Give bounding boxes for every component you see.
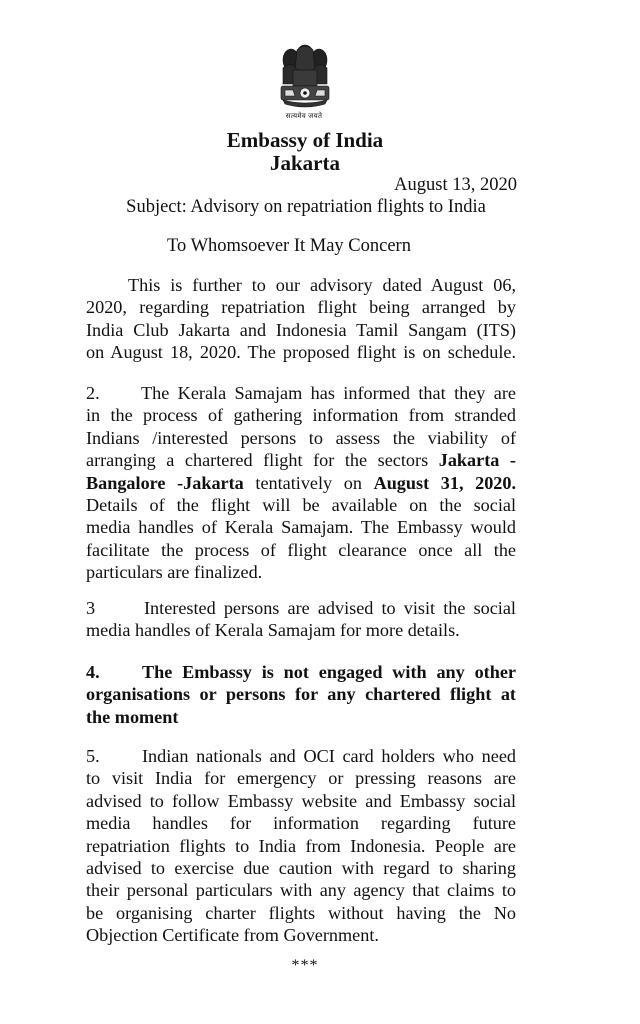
subject-line: Subject: Advisory on repatriation flights to India: [126, 197, 486, 217]
paragraph-line: their personal particulars with any agency that claims to: [86, 880, 516, 901]
paragraph-text: tentatively on: [255, 472, 374, 493]
paragraph-line: repatriation flights to India from Indonesia. People are: [86, 835, 516, 856]
paragraph-line: in the process of gathering information from stranded: [86, 405, 516, 426]
paragraph-line: facilitate the process of flight clearance once all the: [86, 539, 516, 560]
emblem-motto: सत्यमेव जयते: [285, 112, 323, 120]
paragraph-text: Indian nationals and OCI card holders who need: [142, 746, 516, 766]
paragraph-text: Interested persons are advised to visit the social: [144, 598, 516, 618]
paragraph-line: [86, 745, 516, 767]
paragraph-line: organisations or persons for any chartered flight at: [86, 684, 516, 705]
paragraph-line: Indians /interested persons to assess the viability of: [86, 427, 516, 448]
paragraph-line: Details of the flight will be available on the social: [86, 495, 516, 516]
bold-route: Jakarta -: [438, 450, 516, 471]
paragraph-line: be organising charter flights without having the No: [86, 902, 516, 923]
paragraph-line: [86, 382, 516, 404]
paragraph-line: [86, 449, 516, 471]
paragraph-line: Objection Certificate from Government.: [86, 925, 379, 946]
paragraph-line: media handles for information regarding future: [86, 813, 516, 834]
paragraph-4: [86, 661, 516, 728]
paragraph-text: arranging a chartered flight for the sectors: [86, 450, 439, 471]
paragraph-text: The Kerala Samajam has informed that they are: [141, 383, 516, 403]
paragraph-line: to visit India for emergency or pressing reasons are: [86, 768, 516, 789]
salutation: To Whomsoever It May Concern: [167, 236, 411, 256]
paragraph-text: The Embassy is not engaged with any other: [142, 662, 516, 682]
paragraph-1: [86, 274, 516, 364]
paragraph-number: 4.: [86, 662, 100, 682]
paragraph-number: 5.: [86, 746, 100, 766]
paragraph-number: 2.: [86, 383, 100, 403]
bold-route: Bangalore -Jakarta: [86, 472, 244, 493]
paragraph-line: the moment: [86, 706, 179, 727]
paragraph-number: 3: [86, 598, 96, 618]
paragraph-line: [86, 661, 516, 683]
paragraph-5: [86, 745, 516, 947]
letter-date: August 13, 2020: [394, 175, 517, 195]
paragraph-line: India Club Jakarta and Indonesia Tamil Sangam (ITS): [86, 319, 516, 340]
embassy-name: Embassy of India: [226, 128, 384, 152]
end-mark: ***: [291, 957, 319, 974]
national-emblem: [273, 40, 337, 118]
paragraph-line: particulars are finalized.: [86, 562, 263, 583]
paragraph-line: [86, 597, 516, 619]
paragraph-line: advised to exercise due caution with regard to sharing: [86, 858, 516, 879]
paragraph-line: 2020, regarding repatriation flight being arranged by: [86, 297, 516, 318]
paragraph-line: advised to follow Embassy website and Embassy social: [86, 790, 516, 811]
paragraph-line: on August 18, 2020. The proposed flight is on schedule.: [86, 342, 516, 363]
embassy-city: Jakarta: [270, 151, 340, 175]
paragraph-3: [86, 597, 516, 642]
paragraph-line: This is further to our advisory dated August 06,: [128, 275, 516, 295]
paragraph-2: [86, 382, 516, 584]
paragraph-line: media handles of Kerala Samajam. The Embassy would: [86, 517, 516, 538]
paragraph-line: media handles of Kerala Samajam for more details.: [86, 620, 460, 641]
bold-date: August 31, 2020.: [373, 472, 517, 493]
paragraph-line: [86, 472, 516, 494]
